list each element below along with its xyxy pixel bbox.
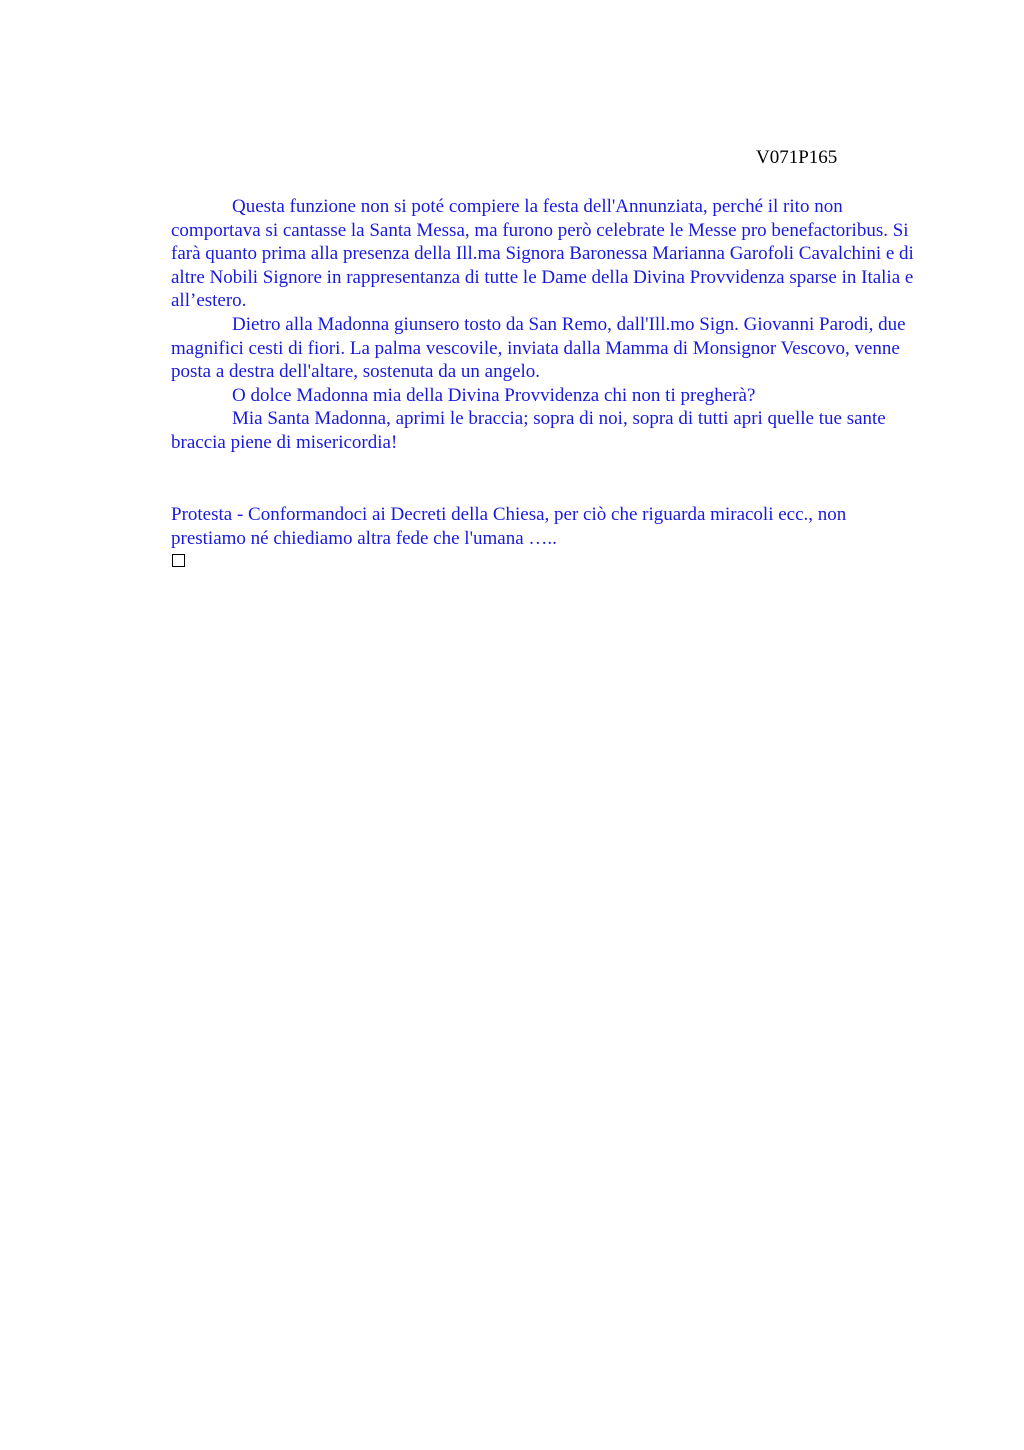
- paragraph: O dolce Madonna mia della Divina Provvidenza chi non ti pregherà?: [232, 384, 756, 406]
- paragraph: Dietro alla Madonna giunsero tosto da San Remo, dall'Ill.mo Sign. Giovanni Parodi, due magnifici cesti di fiori. La palma vescovile, inviata dalla Mamma di Monsignor Vescovo, venne posta a destra dell'altare, sostenuta da un angelo.: [171, 313, 906, 383]
- paragraph: Questa funzione non si poté compiere la festa dell'Annunziata, perché il rito non comportava si cantasse la Santa Messa, ma furono però celebrate le Messe pro benefactoribus. Si farà quanto prima alla presenza della Ill.ma Signora Baronessa Marianna Garofoli Cavalchini e di altre Nobili Signore in rappresentanza di tutte le Dame della Divina Provvidenza sparse in Italia e all’estero.: [171, 196, 914, 312]
- square-glyph-icon: [172, 554, 185, 567]
- page-code: V071P165: [756, 147, 838, 168]
- document-body: [171, 195, 916, 455]
- paragraph: Mia Santa Madonna, aprimi le braccia; sopra di noi, sopra di tutti apri quelle tue sante braccia piene di misericordia!: [171, 408, 886, 453]
- protest-notice: Protesta - Conformandoci ai Decreti della Chiesa, per ciò che riguarda miracoli ecc., non prestiamo né chiediamo altra fede che l'umana …..: [171, 504, 847, 549]
